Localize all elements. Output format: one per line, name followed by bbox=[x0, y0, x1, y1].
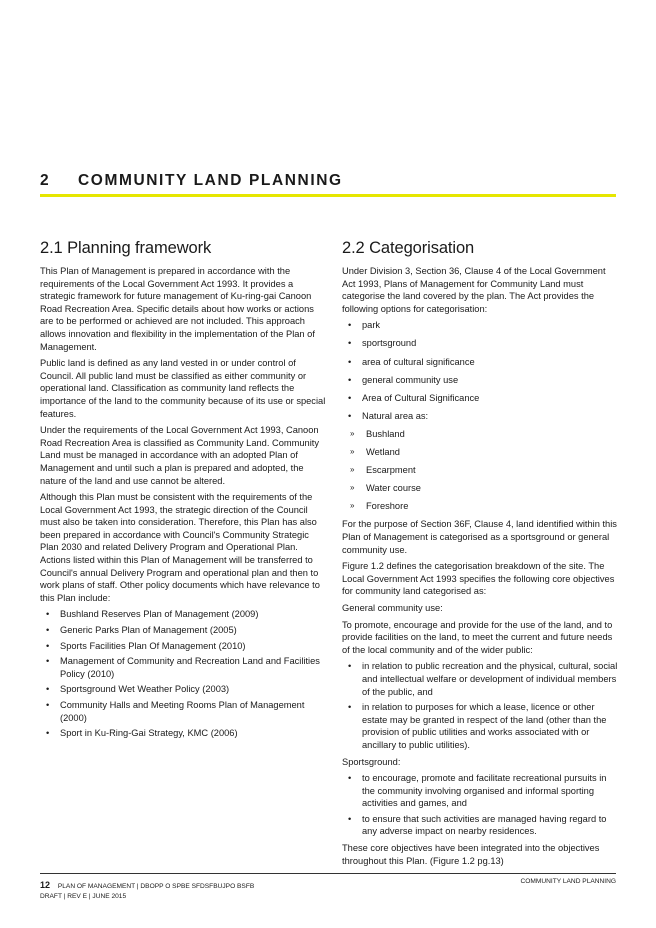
footer-draft: DRAFT | REV E | JUNE 2015 bbox=[40, 893, 127, 900]
list-item: • general community use bbox=[342, 374, 618, 387]
list-item: • Area of Cultural Significance bbox=[342, 392, 618, 405]
footer-left bbox=[40, 880, 254, 902]
list-item: • Management of Community and Recreation Land and Facilities Policy (2010) bbox=[40, 655, 328, 680]
list-item: • to encourage, promote and facilitate recreational pursuits in the community involving organised and informal sporting activities and games, and bbox=[342, 772, 618, 810]
chapter-title: COMMUNITY LAND PLANNING bbox=[78, 172, 343, 189]
general-objectives-list bbox=[342, 660, 618, 751]
policy-list bbox=[40, 608, 328, 739]
label-sportsground: Sportsground: bbox=[342, 756, 401, 767]
list-item: • to ensure that such activities are managed having regard to any adverse impact on nearby residences. bbox=[342, 813, 618, 838]
paragraph: Under the requirements of the Local Government Act 1993, Canoon Road Recreation Area is classified as Community Land. Community Land must be managed in accordance with an adopted Plan of Management and until such a plan is prepared and adopted, the nature of the land and use cannot be altered. bbox=[40, 425, 320, 486]
label-general-community-use: General community use: bbox=[342, 602, 443, 613]
paragraph: This Plan of Management is prepared in accordance with the requirements of the Local Government Act 1993. It provides a strategic framework for future management of Ku-ring-gai Canoon Road Recreation Area. Specific details about how works or actions are to be performed or achieved are not included. This approach allows innovation and flexibility in the implementation of the Plan of Management. bbox=[40, 266, 315, 352]
sub-list-item: » Bushland bbox=[342, 428, 618, 441]
list-item: • Natural area as: bbox=[342, 410, 618, 423]
list-item: • Bushland Reserves Plan of Management (2009) bbox=[40, 608, 328, 621]
paragraph: To promote, encourage and provide for the use of the land, and to provide facilities on the land, to meet the current and future needs of the local community and of the wider public: bbox=[342, 619, 613, 655]
paragraph: These core objectives have been integrated into the objectives throughout this Plan. (Figure 1.2 pg.13) bbox=[342, 843, 600, 866]
list-item: • in relation to public recreation and the physical, cultural, social and intellectual welfare or development of individual members of the public, and bbox=[342, 660, 618, 698]
list-item: • area of cultural significance bbox=[342, 356, 618, 369]
list-item: • in relation to purposes for which a lease, licence or other estate may be granted in respect of the land (other than the provision of public utilities and works associated with or ancillary to public utilities). bbox=[342, 701, 618, 751]
paragraph: Although this Plan must be consistent with the requirements of the Local Government Act 1993, the strategic direction of the Council must also be taken into consideration. Therefore, this Plan has also been prepared in accordance with Council's Community Strategic Plan 2030 and related Delivery Program and Operational Plan. Actions listed within this Plan of Management will be transferred to Council's annual Delivery Program and operational plan and then to work plans of staff. Other policy documents which have relevance to this Plan include: bbox=[40, 492, 320, 603]
right-column bbox=[342, 238, 618, 871]
list-item: • Sportsground Wet Weather Policy (2003) bbox=[40, 683, 328, 696]
left-column bbox=[40, 238, 328, 744]
list-item: • Sport in Ku-Ring-Gai Strategy, KMC (2006) bbox=[40, 727, 328, 740]
section-heading-categorisation: 2.2 Categorisation bbox=[342, 239, 475, 257]
footer-doc-title: PLAN OF MANAGEMENT | DBOPP O SPBE SFDSFBUJPO BSFB bbox=[57, 883, 255, 890]
paragraph: Public land is defined as any land vested in or under control of Council. All public land must be classified as either community or operational land. Classification as community land reflects the importance of the land to the community because of its use or special features. bbox=[40, 358, 326, 419]
paragraph: For the purpose of Section 36F, Clause 4, land identified within this Plan of Management is categorised as a sportsground or general community use. bbox=[342, 519, 617, 555]
chapter-heading bbox=[40, 172, 616, 190]
list-item: • Community Halls and Meeting Rooms Plan of Management (2000) bbox=[40, 699, 328, 724]
section-heading-planning-framework: 2.1 Planning framework bbox=[40, 239, 212, 257]
sub-list-item: » Foreshore bbox=[342, 500, 618, 513]
list-item: • park bbox=[342, 319, 618, 332]
sub-list-item: » Water course bbox=[342, 482, 618, 495]
list-item: • Sports Facilities Plan Of Management (2010) bbox=[40, 640, 328, 653]
footer-rule bbox=[40, 873, 616, 874]
sportsground-objectives-list bbox=[342, 772, 618, 838]
footer-section: COMMUNITY LAND PLANNING bbox=[520, 878, 616, 885]
sub-list-item: » Escarpment bbox=[342, 464, 618, 477]
list-item: • sportsground bbox=[342, 337, 618, 350]
paragraph: Figure 1.2 defines the categorisation breakdown of the site. The Local Government Act 1993 specifies the following core objectives for community land categorised as: bbox=[342, 561, 615, 597]
sub-list-item: » Wetland bbox=[342, 446, 618, 459]
page-number: 12 bbox=[40, 880, 51, 890]
category-list bbox=[342, 319, 618, 513]
chapter-rule bbox=[40, 194, 616, 197]
paragraph: Under Division 3, Section 36, Clause 4 of the Local Government Act 1993, Plans of Management for Community Land must categorise the land covered by the plan. The Act provides the following options for categorisation: bbox=[342, 266, 606, 314]
chapter-number: 2 bbox=[40, 172, 51, 189]
list-item: • Generic Parks Plan of Management (2005) bbox=[40, 624, 328, 637]
